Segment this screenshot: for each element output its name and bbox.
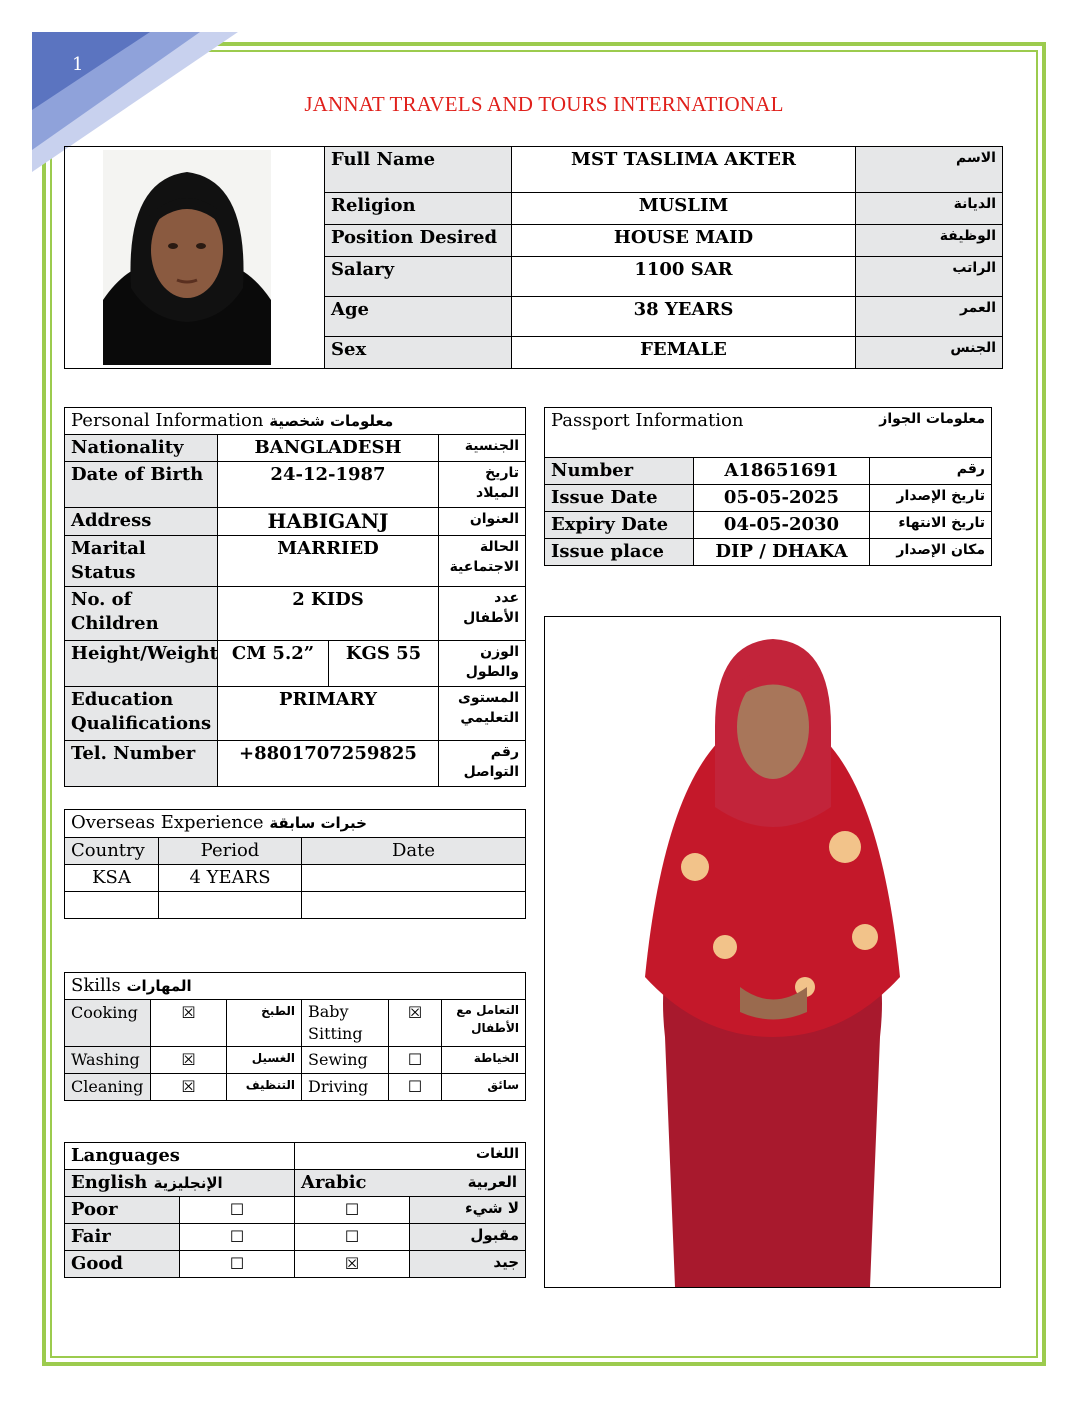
passport-info-heading-ar: معلومات الجواز bbox=[870, 408, 992, 458]
issue-date-value: 05-05-2025 bbox=[694, 485, 870, 512]
overseas-country-1: KSA bbox=[65, 865, 159, 892]
skill-cleaning-label: Cleaning bbox=[65, 1074, 151, 1101]
sex-value: FEMALE bbox=[512, 337, 856, 369]
headshot-cell bbox=[65, 147, 325, 369]
overseas-col-date: Date bbox=[302, 838, 526, 865]
lang-good-label-ar: جيد bbox=[410, 1251, 526, 1278]
skills-heading: Skills المهارات bbox=[65, 973, 526, 1000]
skills-table bbox=[64, 972, 526, 1101]
children-label-ar: عدد الأطفال bbox=[439, 587, 526, 641]
expiry-date-label: Expiry Date bbox=[545, 512, 694, 539]
skill-sewing-label-ar: الخياطة bbox=[442, 1047, 526, 1074]
dob-label-ar: تاريخ الميلاد bbox=[439, 462, 526, 508]
dob-label: Date of Birth bbox=[65, 462, 218, 508]
issue-date-label: Issue Date bbox=[545, 485, 694, 512]
skill-washing-label-ar: الغسيل bbox=[227, 1047, 302, 1074]
lang-poor-label: Poor bbox=[65, 1197, 180, 1224]
age-label-ar: العمر bbox=[856, 297, 1003, 337]
passport-number-label-ar: رقم bbox=[870, 458, 992, 485]
languages-heading: Languages bbox=[65, 1143, 295, 1170]
skill-washing-label: Washing bbox=[65, 1047, 151, 1074]
skill-sewing-checkbox[interactable]: ☐ bbox=[389, 1047, 442, 1074]
lang-poor-label-ar: لا شيء bbox=[410, 1197, 526, 1224]
tel-label: Tel. Number bbox=[65, 741, 218, 787]
passport-info-heading: Passport Information bbox=[545, 408, 870, 458]
overseas-period-2 bbox=[159, 892, 302, 919]
height-weight-label-ar: الوزن والطول bbox=[439, 641, 526, 687]
education-label-ar: المستوى التعليمي bbox=[439, 687, 526, 741]
english-fair-checkbox[interactable]: ☐ bbox=[180, 1224, 295, 1251]
religion-label: Religion bbox=[325, 193, 512, 225]
skill-driving-label-ar: سائق bbox=[442, 1074, 526, 1101]
page-number: 1 bbox=[72, 54, 84, 75]
education-value: PRIMARY bbox=[218, 687, 439, 741]
skill-baby-checkbox[interactable]: ☒ bbox=[389, 1000, 442, 1047]
religion-value: MUSLIM bbox=[512, 193, 856, 225]
issue-date-label-ar: تاريخ الإصدار bbox=[870, 485, 992, 512]
lang-fair-label: Fair bbox=[65, 1224, 180, 1251]
skill-sewing-label: Sewing bbox=[302, 1047, 389, 1074]
agency-title: JANNAT TRAVELS AND TOURS INTERNATIONAL bbox=[304, 92, 784, 116]
salary-label-ar: الراتب bbox=[856, 257, 1003, 297]
children-label: No. of Children bbox=[65, 587, 218, 641]
address-label-ar: العنوان bbox=[439, 508, 526, 536]
expiry-date-label-ar: تاريخ الانتهاء bbox=[870, 512, 992, 539]
overseas-table bbox=[64, 809, 526, 919]
passport-number-label: Number bbox=[545, 458, 694, 485]
sex-label: Sex bbox=[325, 337, 512, 369]
marital-label: Marital Status bbox=[65, 536, 218, 587]
overseas-heading: Overseas Experience خبرات سابقة bbox=[65, 810, 526, 838]
children-value: 2 KIDS bbox=[218, 587, 439, 641]
skill-driving-label: Driving bbox=[302, 1074, 389, 1101]
personal-info-heading: Personal Information معلومات شخصية bbox=[65, 408, 526, 435]
tel-label-ar: رقم التواصل bbox=[439, 741, 526, 787]
arabic-poor-checkbox[interactable]: ☐ bbox=[295, 1197, 410, 1224]
full-name-value: MST TASLIMA AKTER bbox=[512, 147, 856, 193]
marital-label-ar: الحالة الاجتماعية bbox=[439, 536, 526, 587]
english-poor-checkbox[interactable]: ☐ bbox=[180, 1197, 295, 1224]
overseas-date-1 bbox=[302, 865, 526, 892]
marital-value: MARRIED bbox=[218, 536, 439, 587]
overseas-date-2 bbox=[302, 892, 526, 919]
skill-driving-checkbox[interactable]: ☐ bbox=[389, 1074, 442, 1101]
sex-label-ar: الجنس bbox=[856, 337, 1003, 369]
issue-place-label: Issue place bbox=[545, 539, 694, 566]
religion-label-ar: الديانة bbox=[856, 193, 1003, 225]
expiry-date-value: 04-05-2030 bbox=[694, 512, 870, 539]
full-name-label-ar: الاسم bbox=[856, 147, 1003, 193]
overseas-col-period: Period bbox=[159, 838, 302, 865]
nationality-label: Nationality bbox=[65, 435, 218, 462]
skill-baby-label-ar: التعامل مع الأطفال bbox=[442, 1000, 526, 1047]
dob-value: 24-12-1987 bbox=[218, 462, 439, 508]
full-name-label: Full Name bbox=[325, 147, 512, 193]
salary-value: 1100 SAR bbox=[512, 257, 856, 297]
overseas-col-country: Country bbox=[65, 838, 159, 865]
address-label: Address bbox=[65, 508, 218, 536]
languages-heading-ar: اللغات bbox=[295, 1143, 526, 1170]
arabic-good-checkbox[interactable]: ☒ bbox=[295, 1251, 410, 1278]
height-value: CM 5.2” bbox=[218, 641, 329, 687]
lang-good-label: Good bbox=[65, 1251, 180, 1278]
skill-baby-label: Baby Sitting bbox=[302, 1000, 389, 1047]
overseas-country-2 bbox=[65, 892, 159, 919]
weight-value: KGS 55 bbox=[329, 641, 439, 687]
address-value: HABIGANJ bbox=[218, 508, 439, 536]
personal-info-table bbox=[64, 407, 526, 787]
header-table bbox=[64, 146, 1003, 369]
issue-place-label-ar: مكان الإصدار bbox=[870, 539, 992, 566]
age-label: Age bbox=[325, 297, 512, 337]
languages-table bbox=[64, 1142, 526, 1278]
skill-cooking-checkbox[interactable]: ☒ bbox=[151, 1000, 227, 1047]
skill-cooking-label-ar: الطبخ bbox=[227, 1000, 302, 1047]
skill-cleaning-label-ar: التنظيف bbox=[227, 1074, 302, 1101]
headshot-photo bbox=[103, 150, 271, 365]
english-header: English الإنجليزية bbox=[65, 1170, 295, 1197]
nationality-value: BANGLADESH bbox=[218, 435, 439, 462]
salary-label: Salary bbox=[325, 257, 512, 297]
nationality-label-ar: الجنسية bbox=[439, 435, 526, 462]
issue-place-value: DIP / DHAKA bbox=[694, 539, 870, 566]
skill-washing-checkbox[interactable]: ☒ bbox=[151, 1047, 227, 1074]
full-body-photo bbox=[545, 617, 1000, 1287]
arabic-header: Arabic العربية bbox=[295, 1170, 526, 1197]
english-good-checkbox[interactable]: ☐ bbox=[180, 1251, 295, 1278]
overseas-period-1: 4 YEARS bbox=[159, 865, 302, 892]
position-label: Position Desired bbox=[325, 225, 512, 257]
height-weight-label: Height/Weight bbox=[65, 641, 218, 687]
skill-cooking-label: Cooking bbox=[65, 1000, 151, 1047]
age-value: 38 YEARS bbox=[512, 297, 856, 337]
position-value: HOUSE MAID bbox=[512, 225, 856, 257]
full-body-photo-frame bbox=[544, 616, 1001, 1288]
position-label-ar: الوظيفة bbox=[856, 225, 1003, 257]
skill-cleaning-checkbox[interactable]: ☒ bbox=[151, 1074, 227, 1101]
arabic-fair-checkbox[interactable]: ☐ bbox=[295, 1224, 410, 1251]
lang-fair-label-ar: مقبول bbox=[410, 1224, 526, 1251]
passport-number-value: A18651691 bbox=[694, 458, 870, 485]
passport-info-table bbox=[544, 407, 992, 566]
education-label: Education Qualifications bbox=[65, 687, 218, 741]
tel-value: +8801707259825 bbox=[218, 741, 439, 787]
